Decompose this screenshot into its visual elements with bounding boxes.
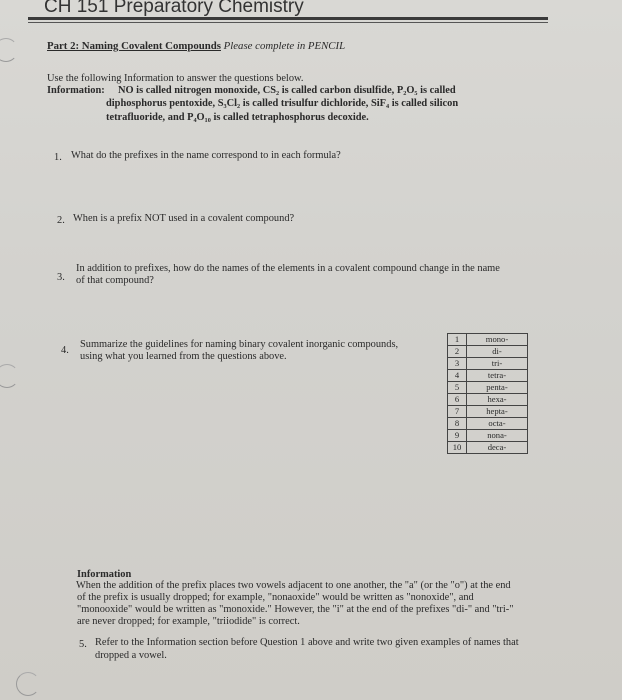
prefix-name: tetra- [467, 370, 528, 382]
prefix-row [448, 430, 528, 442]
header-rule [28, 17, 548, 20]
prefix-row [448, 418, 528, 430]
info-line-1: NO is called nitrogen monoxide, CS₂ is called carbon disulfide, P₂O₅ is called [118, 85, 456, 96]
question-5-number: 5. [79, 639, 87, 650]
prefix-row [448, 394, 528, 406]
prefix-row [448, 382, 528, 394]
intro-line: Use the following Information to answer the questions below. [47, 73, 304, 84]
prefix-row [448, 406, 528, 418]
information-heading: Information [77, 569, 132, 580]
prefix-name: nona- [467, 430, 528, 442]
part-instruction: Please complete in PENCIL [223, 40, 346, 52]
question-3-number: 3. [57, 272, 65, 283]
part-heading [47, 40, 345, 53]
prefix-name: deca- [467, 442, 528, 454]
information-line-2: of the prefix is usually dropped; for example, "nonaoxide" would be written as "nonoxide", and [77, 592, 474, 603]
info-line-2: diphosphorus pentoxide, S₃Cl₂ is called trisulfur dichloride, SiF₄ is called silicon [106, 98, 459, 109]
question-2-text: When is a prefix NOT used in a covalent compound? [73, 213, 295, 224]
punch-hole-middle [0, 364, 19, 388]
prefix-name: hexa- [467, 394, 528, 406]
prefix-number: 8 [448, 418, 467, 430]
prefix-number: 1 [448, 334, 467, 346]
prefix-number: 6 [448, 394, 467, 406]
page-header-title: CH 151 Preparatory Chemistry [44, 0, 304, 17]
question-1-number: 1. [54, 152, 62, 163]
information-line-4: are never dropped; for example, "triiodide" is correct. [77, 616, 300, 627]
prefix-number: 7 [448, 406, 467, 418]
prefix-name: tri- [467, 358, 528, 370]
question-4-number: 4. [61, 345, 69, 356]
prefix-number: 2 [448, 346, 467, 358]
prefix-number: 9 [448, 430, 467, 442]
question-4-text-line-2: using what you learned from the questions above. [80, 351, 287, 362]
prefix-name: mono- [467, 334, 528, 346]
prefix-number: 5 [448, 382, 467, 394]
prefix-table [447, 333, 528, 454]
punch-hole-bottom [16, 672, 40, 696]
prefix-name: octa- [467, 418, 528, 430]
question-4-text-line-1: Summarize the guidelines for naming binary covalent inorganic compounds, [80, 339, 399, 350]
question-1-text: What do the prefixes in the name correspond to in each formula? [71, 150, 341, 161]
question-3-text-line-2: of that compound? [76, 275, 154, 286]
prefix-number: 3 [448, 358, 467, 370]
prefix-name: hepta- [467, 406, 528, 418]
information-line-1: When the addition of the prefix places two vowels adjacent to one another, the "a" (or the "o") at the end [76, 580, 511, 591]
question-3-text-line-1: In addition to prefixes, how do the names of the elements in a covalent compound change in the name [76, 263, 500, 274]
question-2-number: 2. [57, 215, 65, 226]
punch-hole-top [0, 38, 18, 62]
prefix-row [448, 346, 528, 358]
prefix-name: penta- [467, 382, 528, 394]
info-line-3: tetrafluoride, and P₄O₁₀ is called tetraphosphorus decoxide. [106, 112, 369, 123]
question-5-text-line-1: Refer to the Information section before Question 1 above and write two given examples of names that [95, 637, 519, 648]
prefix-row [448, 370, 528, 382]
prefix-number: 4 [448, 370, 467, 382]
prefix-row [448, 334, 528, 346]
prefix-number: 10 [448, 442, 467, 454]
header-rule-thin [28, 22, 548, 23]
information-line-3: "monooxide" would be written as "monoxide." However, the "i" at the end of the prefixes "di-" and "tri-" [77, 604, 514, 615]
question-5-text-line-2: dropped a vowel. [95, 650, 167, 661]
prefix-row [448, 442, 528, 454]
prefix-name: di- [467, 346, 528, 358]
part-title: Part 2: Naming Covalent Compounds [47, 40, 221, 52]
prefix-row [448, 358, 528, 370]
info-label: Information: [47, 85, 105, 96]
